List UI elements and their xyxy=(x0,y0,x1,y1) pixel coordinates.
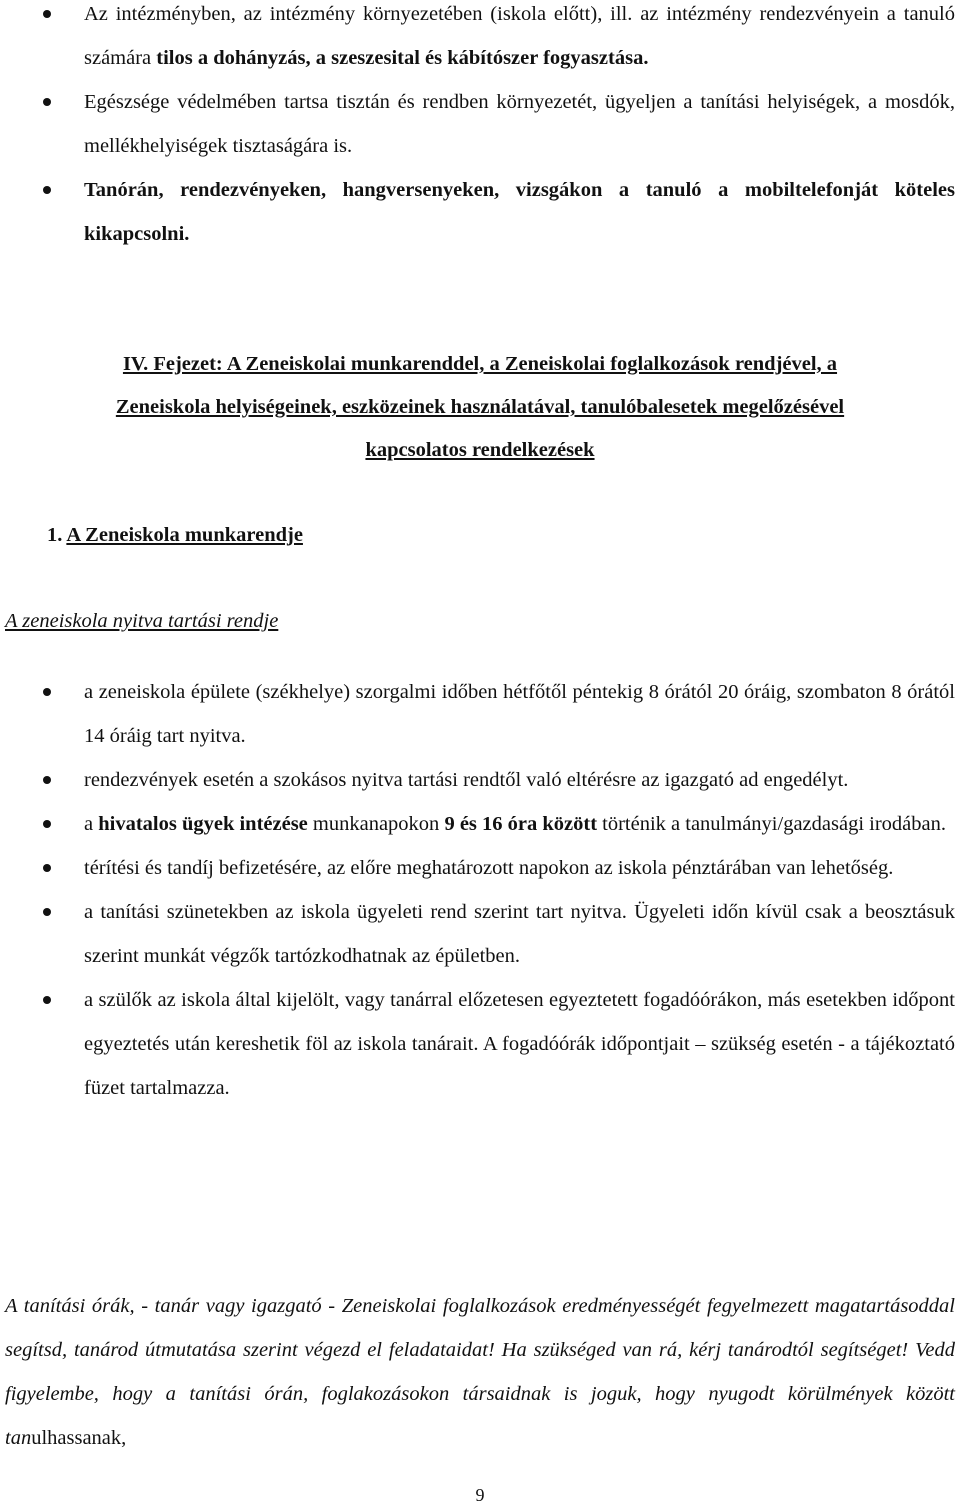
list-item xyxy=(0,978,960,1110)
list-item-text: rendezvények esetén a szokásos nyitva tartási rendtől való eltérésre az igazgató ad engedélyt. xyxy=(84,769,849,791)
list-item xyxy=(0,846,960,890)
list-item-bold-text: 9 és 16 óra között xyxy=(444,813,598,835)
list-item-text: a xyxy=(84,813,99,835)
list-item-text: a tanítási szünetekben az iskola ügyeleti rend szerint tart nyitva. Ügyeleti időn kívül csak a beosztásuk szerint munkát végzők tartózkodhatnak az épületben. xyxy=(84,901,955,967)
rules-list-top xyxy=(0,0,960,256)
list-item-text: a zeneiskola épülete (székhelye) szorgalmi időben hétfőtől péntekig 8 órától 20 óráig, szombaton 8 órától 14 óráig tart nyitva. xyxy=(84,681,955,747)
opening-hours-list xyxy=(0,670,960,1110)
list-item xyxy=(0,670,960,758)
list-item xyxy=(0,802,960,846)
bullet-icon xyxy=(43,908,51,916)
list-item xyxy=(0,0,960,80)
list-item-bold-text: tilos a dohányzás, a szeszesital és kábítószer fogyasztása. xyxy=(156,47,649,69)
list-item-bold-text: hivatalos ügyek intézése xyxy=(98,813,308,835)
list-item xyxy=(0,890,960,978)
chapter-heading-line: kapcsolatos rendelkezések xyxy=(365,439,595,461)
chapter-heading-line: IV. Fejezet: A Zeneiskolai munkarenddel, a Zeneiskolai foglalkozások rendjével, a xyxy=(122,353,838,375)
bullet-icon xyxy=(43,864,51,872)
chapter-heading-line: Zeneiskola helyiségeinek, eszközeinek használatával, tanulóbalesetek megelőzésével xyxy=(115,396,845,418)
closing-normal-text: ulhassanak, xyxy=(31,1427,127,1449)
page-number: 9 xyxy=(475,1485,485,1505)
section-heading xyxy=(47,513,303,557)
list-item-text: Tanórán, rendezvényeken, hangversenyeken, vizsgákon a tanuló a mobiltelefonját köteles kikapcsolni. xyxy=(84,179,955,245)
section-title: A Zeneiskola munkarendje xyxy=(66,524,303,546)
bullet-icon xyxy=(43,820,51,828)
list-item xyxy=(0,758,960,802)
list-item xyxy=(0,168,960,256)
list-item-text: Egészsége védelmében tartsa tisztán és rendben környezetét, ügyeljen a tanítási helyiségek, a mosdók, mellékhelyiségek tisztaságára is. xyxy=(84,91,955,157)
section-number: 1. xyxy=(47,524,63,546)
list-item-text: történik a tanulmányi/gazdasági irodában. xyxy=(597,813,946,835)
bullet-icon xyxy=(43,688,51,696)
list-item-text: Az intézményben, az intézmény környezetében (iskola előtt), ill. az intézmény rendezvényein a tanuló számára xyxy=(84,3,955,69)
list-item-text: a szülők az iskola által kijelölt, vagy tanárral előzetesen egyeztetett fogadóórákon, más esetekben időpont egyeztetés után kereshetik föl az iskola tanárait. A fogadóórák időpontjait – szükség esetén - a tájékoztató füzet tartalmazza. xyxy=(84,989,955,1099)
bullet-icon xyxy=(43,98,51,106)
bullet-icon xyxy=(43,10,51,18)
chapter-heading xyxy=(30,343,930,472)
bullet-icon xyxy=(43,996,51,1004)
closing-italic-text: A tanítási órák, - tanár vagy igazgató - Zeneiskolai foglalkozások eredményességét fegyelmezett magatartásoddal segítsd, tanárod útmutatása szerint végezd el feladataidat! Ha szükséged van rá, kérj tanárodtól segítséget! Vedd figyelembe, hogy a tanítási órán, foglakozásokon társaidnak is joguk, hogy nyugodt körülmények között tan xyxy=(5,1295,955,1449)
list-item-text: munkanapokon xyxy=(307,813,445,835)
closing-paragraph xyxy=(5,1284,955,1460)
bullet-icon xyxy=(43,776,51,784)
subsection-title: A zeneiskola nyitva tartási rendje xyxy=(5,610,279,632)
list-item xyxy=(0,80,960,168)
bullet-icon xyxy=(43,186,51,194)
list-item-text: térítési és tandíj befizetésére, az előre meghatározott napokon az iskola pénztárában van lehetőség. xyxy=(84,857,894,879)
